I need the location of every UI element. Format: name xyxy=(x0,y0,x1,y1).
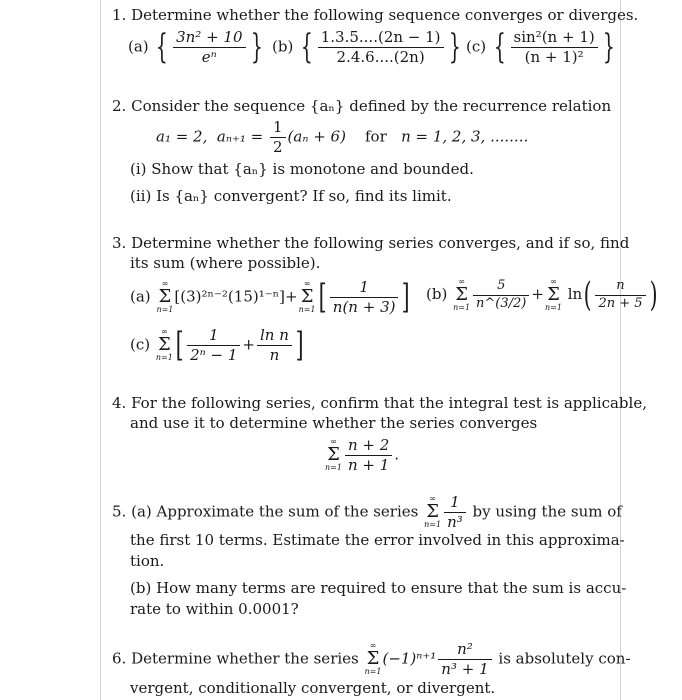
right-bracket: ] xyxy=(402,277,411,318)
left-bracket: [ xyxy=(175,325,184,366)
question-text-line-3: tion. xyxy=(130,552,165,570)
fraction xyxy=(444,493,466,532)
sum-lower: n=1 xyxy=(325,463,342,473)
sum-upper: ∞ xyxy=(161,279,169,289)
part-label: (a) xyxy=(130,287,151,306)
question-text: Consider the sequence {aₙ} defined by the recurrence relation xyxy=(131,97,612,115)
question-3 xyxy=(112,234,629,253)
q3-part-b xyxy=(426,275,659,315)
sigma-icon: ∞ Σ n=1 xyxy=(364,641,382,677)
question-6 xyxy=(112,640,631,679)
fraction xyxy=(330,278,399,317)
denominator: n(n + 3) xyxy=(330,297,399,317)
denominator: n^(3/2) xyxy=(473,295,529,312)
fraction xyxy=(345,436,392,475)
q3-part-c xyxy=(130,326,305,365)
right-brace: } xyxy=(602,27,615,68)
sum-upper: ∞ xyxy=(369,641,377,651)
right-bracket: ] xyxy=(295,325,304,366)
sum-lower: n=1 xyxy=(453,303,471,312)
initial-term: a₁ = 2, xyxy=(156,127,208,146)
question-4 xyxy=(112,394,647,413)
period: . xyxy=(394,445,400,464)
sum-lower: n=1 xyxy=(364,667,382,677)
sigma-icon: ∞ Σ n=1 xyxy=(424,494,442,530)
denominator: n³ xyxy=(444,512,466,532)
plus-sign: + xyxy=(242,335,255,354)
fraction xyxy=(270,118,286,157)
denominator: eⁿ xyxy=(173,47,245,67)
index-range: n = 1, 2, 3, ........ xyxy=(401,127,529,146)
part-label: (b) xyxy=(426,285,448,303)
denominator: (n + 1)² xyxy=(511,47,598,67)
series-term: [(3)²ⁿ⁻²(15)¹⁻ⁿ] xyxy=(174,287,285,306)
q2-part-ii: (ii) Is {aₙ} convergent? If so, find its limit. xyxy=(130,187,452,205)
question-text: (a) Approximate the sum of the series xyxy=(131,502,419,521)
recurrence-rhs: (aₙ + 6) xyxy=(287,127,346,146)
sigma-icon: ∞ Σ n=1 xyxy=(544,277,562,312)
question-1 xyxy=(112,6,638,25)
fraction xyxy=(473,278,529,312)
sum-upper: ∞ xyxy=(303,279,311,289)
q1-part-b xyxy=(272,28,463,67)
sum-upper: ∞ xyxy=(458,277,465,286)
part-label: (b) xyxy=(272,37,294,56)
denominator: n + 1 xyxy=(345,455,392,475)
numerator: 1 xyxy=(208,326,219,344)
numerator: sin²(n + 1) xyxy=(513,28,595,46)
question-text-line-2: the first 10 terms. Estimate the error involved in this approxima- xyxy=(130,531,625,549)
sum-upper: ∞ xyxy=(550,277,557,286)
left-brace: { xyxy=(300,27,313,68)
numerator: 1 xyxy=(273,118,283,136)
for-word: for xyxy=(365,127,387,146)
sum-lower: n=1 xyxy=(544,303,562,312)
sum-upper: ∞ xyxy=(161,327,168,337)
sigma-icon: ∞ Σ n=1 xyxy=(156,279,174,315)
question-text: Determine whether the following series converges, and if so, find xyxy=(131,234,630,252)
exercise-sheet xyxy=(100,0,658,700)
sum-lower: n=1 xyxy=(298,305,316,315)
denominator: n³ + 1 xyxy=(438,659,491,679)
fraction xyxy=(438,640,491,679)
fraction xyxy=(257,326,292,365)
right-brace: } xyxy=(448,27,461,68)
part-label: (c) xyxy=(466,37,487,56)
denominator: 2ⁿ − 1 xyxy=(187,345,240,365)
question-number: 6. xyxy=(112,649,127,668)
q1-part-a xyxy=(128,28,265,67)
question-number: 5. xyxy=(112,502,127,521)
question-number: 3. xyxy=(112,234,127,252)
sigma-icon: ∞ Σ n=1 xyxy=(155,327,173,363)
left-bracket: [ xyxy=(318,277,327,318)
numerator: n² xyxy=(457,640,473,658)
sigma-icon: ∞ Σ n=1 xyxy=(298,279,316,315)
question-text: Determine whether the series xyxy=(131,649,359,668)
right-brace: } xyxy=(250,27,263,68)
question-text: by using the sum of xyxy=(472,502,622,521)
question-2 xyxy=(112,97,611,116)
question-text: Determine whether the following sequence converges or diverges. xyxy=(131,6,639,24)
question-number: 4. xyxy=(112,394,127,412)
recurrence-relation xyxy=(156,118,528,157)
fraction xyxy=(187,326,240,365)
q3-part-a xyxy=(130,278,412,317)
denominator: n xyxy=(257,345,292,365)
question-number: 1. xyxy=(112,6,127,24)
question-text-line-2: vergent, conditionally convergent, or divergent. xyxy=(130,679,496,697)
sum-lower: n=1 xyxy=(156,305,174,315)
ln-function: ln xyxy=(567,285,583,303)
fraction xyxy=(595,278,645,312)
fraction xyxy=(511,28,598,67)
part-label: (a) xyxy=(128,37,149,56)
q5-part-b-line-2: rate to within 0.0001? xyxy=(130,600,299,618)
numerator: 1 xyxy=(359,278,369,296)
numerator: 1 xyxy=(450,493,460,511)
q5-part-b: (b) How many terms are required to ensure that the sum is accu- xyxy=(130,579,627,597)
denominator: 2 xyxy=(270,137,286,157)
q1-part-c xyxy=(466,28,617,67)
numerator: ln n xyxy=(259,326,289,344)
sigma-icon: ∞ Σ n=1 xyxy=(453,277,471,312)
sum-lower: n=1 xyxy=(424,520,442,530)
question-text-line-2: its sum (where possible). xyxy=(130,254,321,272)
fraction xyxy=(318,28,444,67)
plus-sign: + xyxy=(531,285,544,303)
sum-upper: ∞ xyxy=(429,494,436,504)
denominator: 2.4.6....(2n) xyxy=(318,47,444,67)
right-paren: ) xyxy=(649,275,658,315)
denominator: 2n + 5 xyxy=(595,295,645,312)
question-text-line-2: and use it to determine whether the series converges xyxy=(130,414,538,432)
numerator: n xyxy=(616,278,625,294)
question-number: 2. xyxy=(112,97,127,115)
numerator: 1.3.5....(2n − 1) xyxy=(320,28,441,46)
recurrence-lhs: aₙ₊₁ = xyxy=(216,127,264,146)
question-5 xyxy=(112,493,622,532)
left-brace: { xyxy=(156,27,169,68)
sum-upper: ∞ xyxy=(330,437,337,447)
numerator: n + 2 xyxy=(347,436,390,454)
numerator: 5 xyxy=(497,278,506,294)
left-paren: ( xyxy=(583,275,592,315)
sigma-icon: ∞ Σ n=1 xyxy=(325,437,342,473)
sum-lower: n=1 xyxy=(155,353,173,363)
plus-sign: + xyxy=(285,287,298,306)
question-text: is absolutely con- xyxy=(498,649,631,668)
fraction xyxy=(173,28,245,67)
q4-series xyxy=(324,436,399,475)
left-brace: { xyxy=(493,27,506,68)
question-text: For the following series, confirm that the integral test is applicable, xyxy=(131,394,647,412)
alternating-factor: (−1)ⁿ⁺¹ xyxy=(382,649,437,668)
q2-part-i: (i) Show that {aₙ} is monotone and bounded. xyxy=(130,160,474,178)
numerator: 3n² + 10 xyxy=(176,28,243,46)
part-label: (c) xyxy=(130,335,151,354)
